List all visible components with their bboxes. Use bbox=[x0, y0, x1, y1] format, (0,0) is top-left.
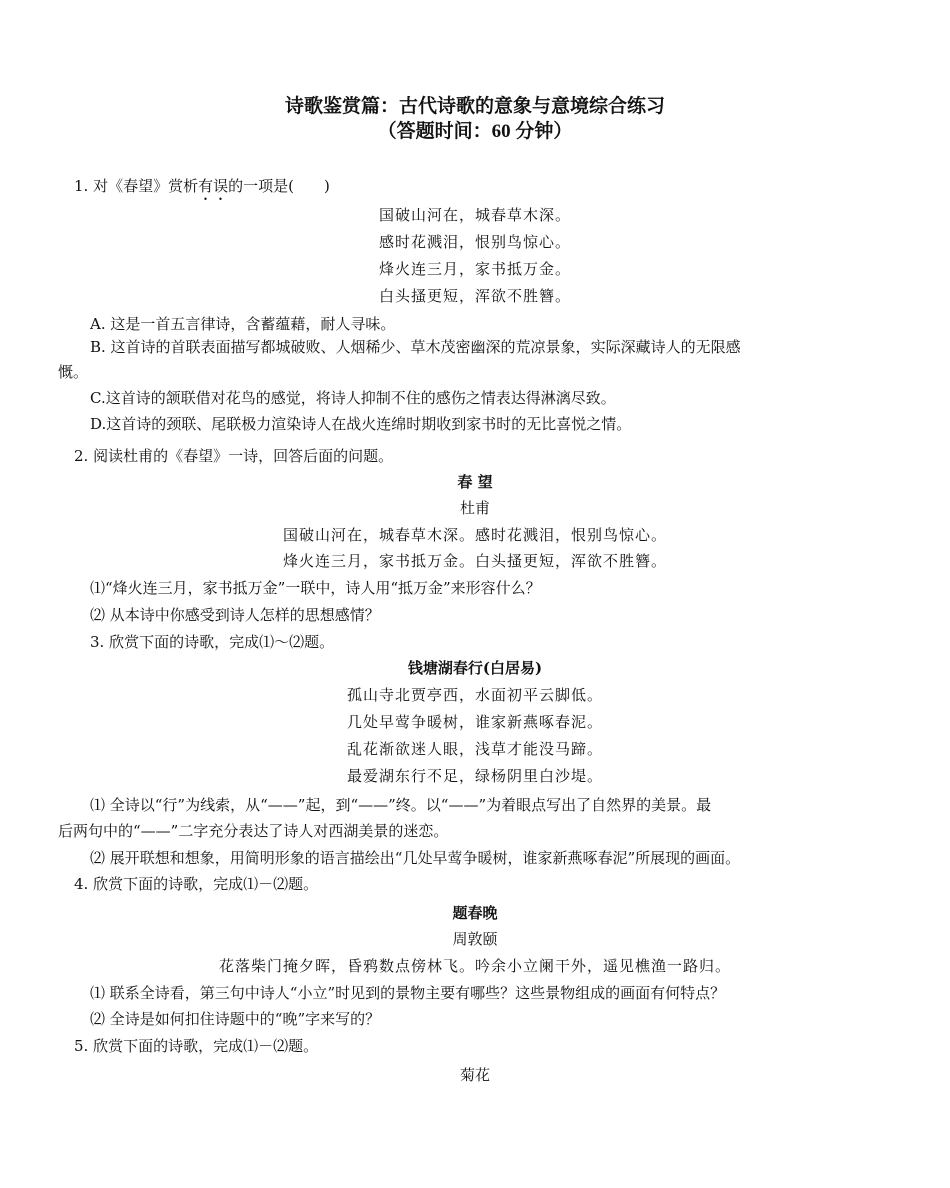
q1-option-b: B. 这首诗的首联表面描写都城破败、人烟稀少、草木茂密幽深的荒凉景象，实际深藏诗人的无限感 bbox=[90, 338, 741, 356]
q3-subquestion-1: ⑴ 全诗以“行”为线索，从“——”起，到“——”终。以“——”为着眼点写出了自然界的美景。最 bbox=[90, 796, 712, 814]
q1-option-c: C.这首诗的颔联借对花鸟的感觉，将诗人抑制不住的感伤之情表达得淋漓尽致。 bbox=[90, 389, 616, 407]
q3-poem-line: 孤山寺北贾亭西，水面初平云脚低。 bbox=[346, 686, 603, 704]
q4-subquestion-1: ⑴ 联系全诗看，第三句中诗人“小立”时见到的景物主要有哪些？这些景物组成的画面有何特点？ bbox=[90, 984, 726, 1002]
q4-subquestion-2: ⑵ 全诗是如何扣住诗题中的“晚”字来写的？ bbox=[90, 1010, 381, 1028]
q5-poem-title: 菊花 bbox=[459, 1066, 490, 1084]
q4-poem-line: 花落柴门掩夕晖，昏鸦数点傍林飞。吟余小立阑干外，遥见樵渔一路归。 bbox=[218, 957, 731, 975]
q1-stem-before: 1. 对《春望》赏析 bbox=[74, 177, 199, 195]
q1-option-d: D.这首诗的颈联、尾联极力渲染诗人在战火连绵时期收到家书时的无比喜悦之情。 bbox=[90, 415, 632, 433]
q2-poem-author: 杜甫 bbox=[459, 499, 490, 517]
q3-poem-title: 钱塘湖春行(白居易) bbox=[407, 659, 543, 677]
q3-poem-line: 乱花渐欲迷人眼，浅草才能没马蹄。 bbox=[346, 740, 603, 758]
q1-option-b-continued: 慨。 bbox=[58, 363, 89, 381]
q1-poem-line: 烽火连三月，家书抵万金。 bbox=[378, 260, 571, 278]
q4-poem-author: 周敦颐 bbox=[452, 930, 498, 948]
q1-poem-line: 白头搔更短，浑欲不胜簪。 bbox=[378, 287, 571, 305]
q2-poem-title: 春 望 bbox=[457, 473, 493, 491]
q4-poem-title: 题春晚 bbox=[452, 904, 498, 922]
q2-poem-line: 国破山河在，城春草木深。感时花溅泪，恨别鸟惊心。 bbox=[282, 526, 667, 544]
page-title: 诗歌鉴赏篇：古代诗歌的意象与意境综合练习 bbox=[284, 96, 665, 117]
q1-option-a: A. 这是一首五言律诗，含蓄蕴藉，耐人寻味。 bbox=[90, 315, 396, 333]
q3-stem: 3. 欣赏下面的诗歌，完成⑴～⑵题。 bbox=[90, 633, 335, 651]
q2-subquestion-2: ⑵ 从本诗中你感受到诗人怎样的思想感情？ bbox=[90, 606, 380, 624]
q3-subquestion-1-continued: 后两句中的“——”二字充分表达了诗人对西湖美景的迷恋。 bbox=[58, 822, 449, 840]
q5-stem: 5. 欣赏下面的诗歌，完成⑴－⑵题。 bbox=[74, 1037, 319, 1055]
q1-stem-after: 的一项是( ) bbox=[228, 177, 330, 195]
q3-poem-line: 几处早莺争暖树，谁家新燕啄春泥。 bbox=[346, 713, 603, 731]
q2-poem-line: 烽火连三月，家书抵万金。白头搔更短，浑欲不胜簪。 bbox=[282, 552, 667, 570]
page-subtitle: （答题时间：60 分钟） bbox=[377, 121, 573, 142]
q3-poem-line: 最爱湖东行不足，绿杨阴里白沙堤。 bbox=[346, 767, 603, 785]
q1-poem-line: 国破山河在，城春草木深。 bbox=[378, 206, 571, 224]
q2-stem: 2. 阅读杜甫的《春望》一诗，回答后面的问题。 bbox=[74, 447, 394, 465]
q1-stem-emphasis: 有误 bbox=[198, 177, 229, 195]
q2-subquestion-1: ⑴“烽火连三月，家书抵万金”一联中，诗人用“抵万金”来形容什么？ bbox=[90, 579, 541, 597]
q1-stem bbox=[74, 175, 950, 204]
q3-subquestion-2: ⑵ 展开联想和想象，用简明形象的语言描绘出“几处早莺争暖树，谁家新燕啄春泥”所展现的画面。 bbox=[90, 849, 741, 867]
q4-stem: 4. 欣赏下面的诗歌，完成⑴－⑵题。 bbox=[74, 875, 319, 893]
q1-poem-line: 感时花溅泪，恨别鸟惊心。 bbox=[378, 233, 571, 251]
